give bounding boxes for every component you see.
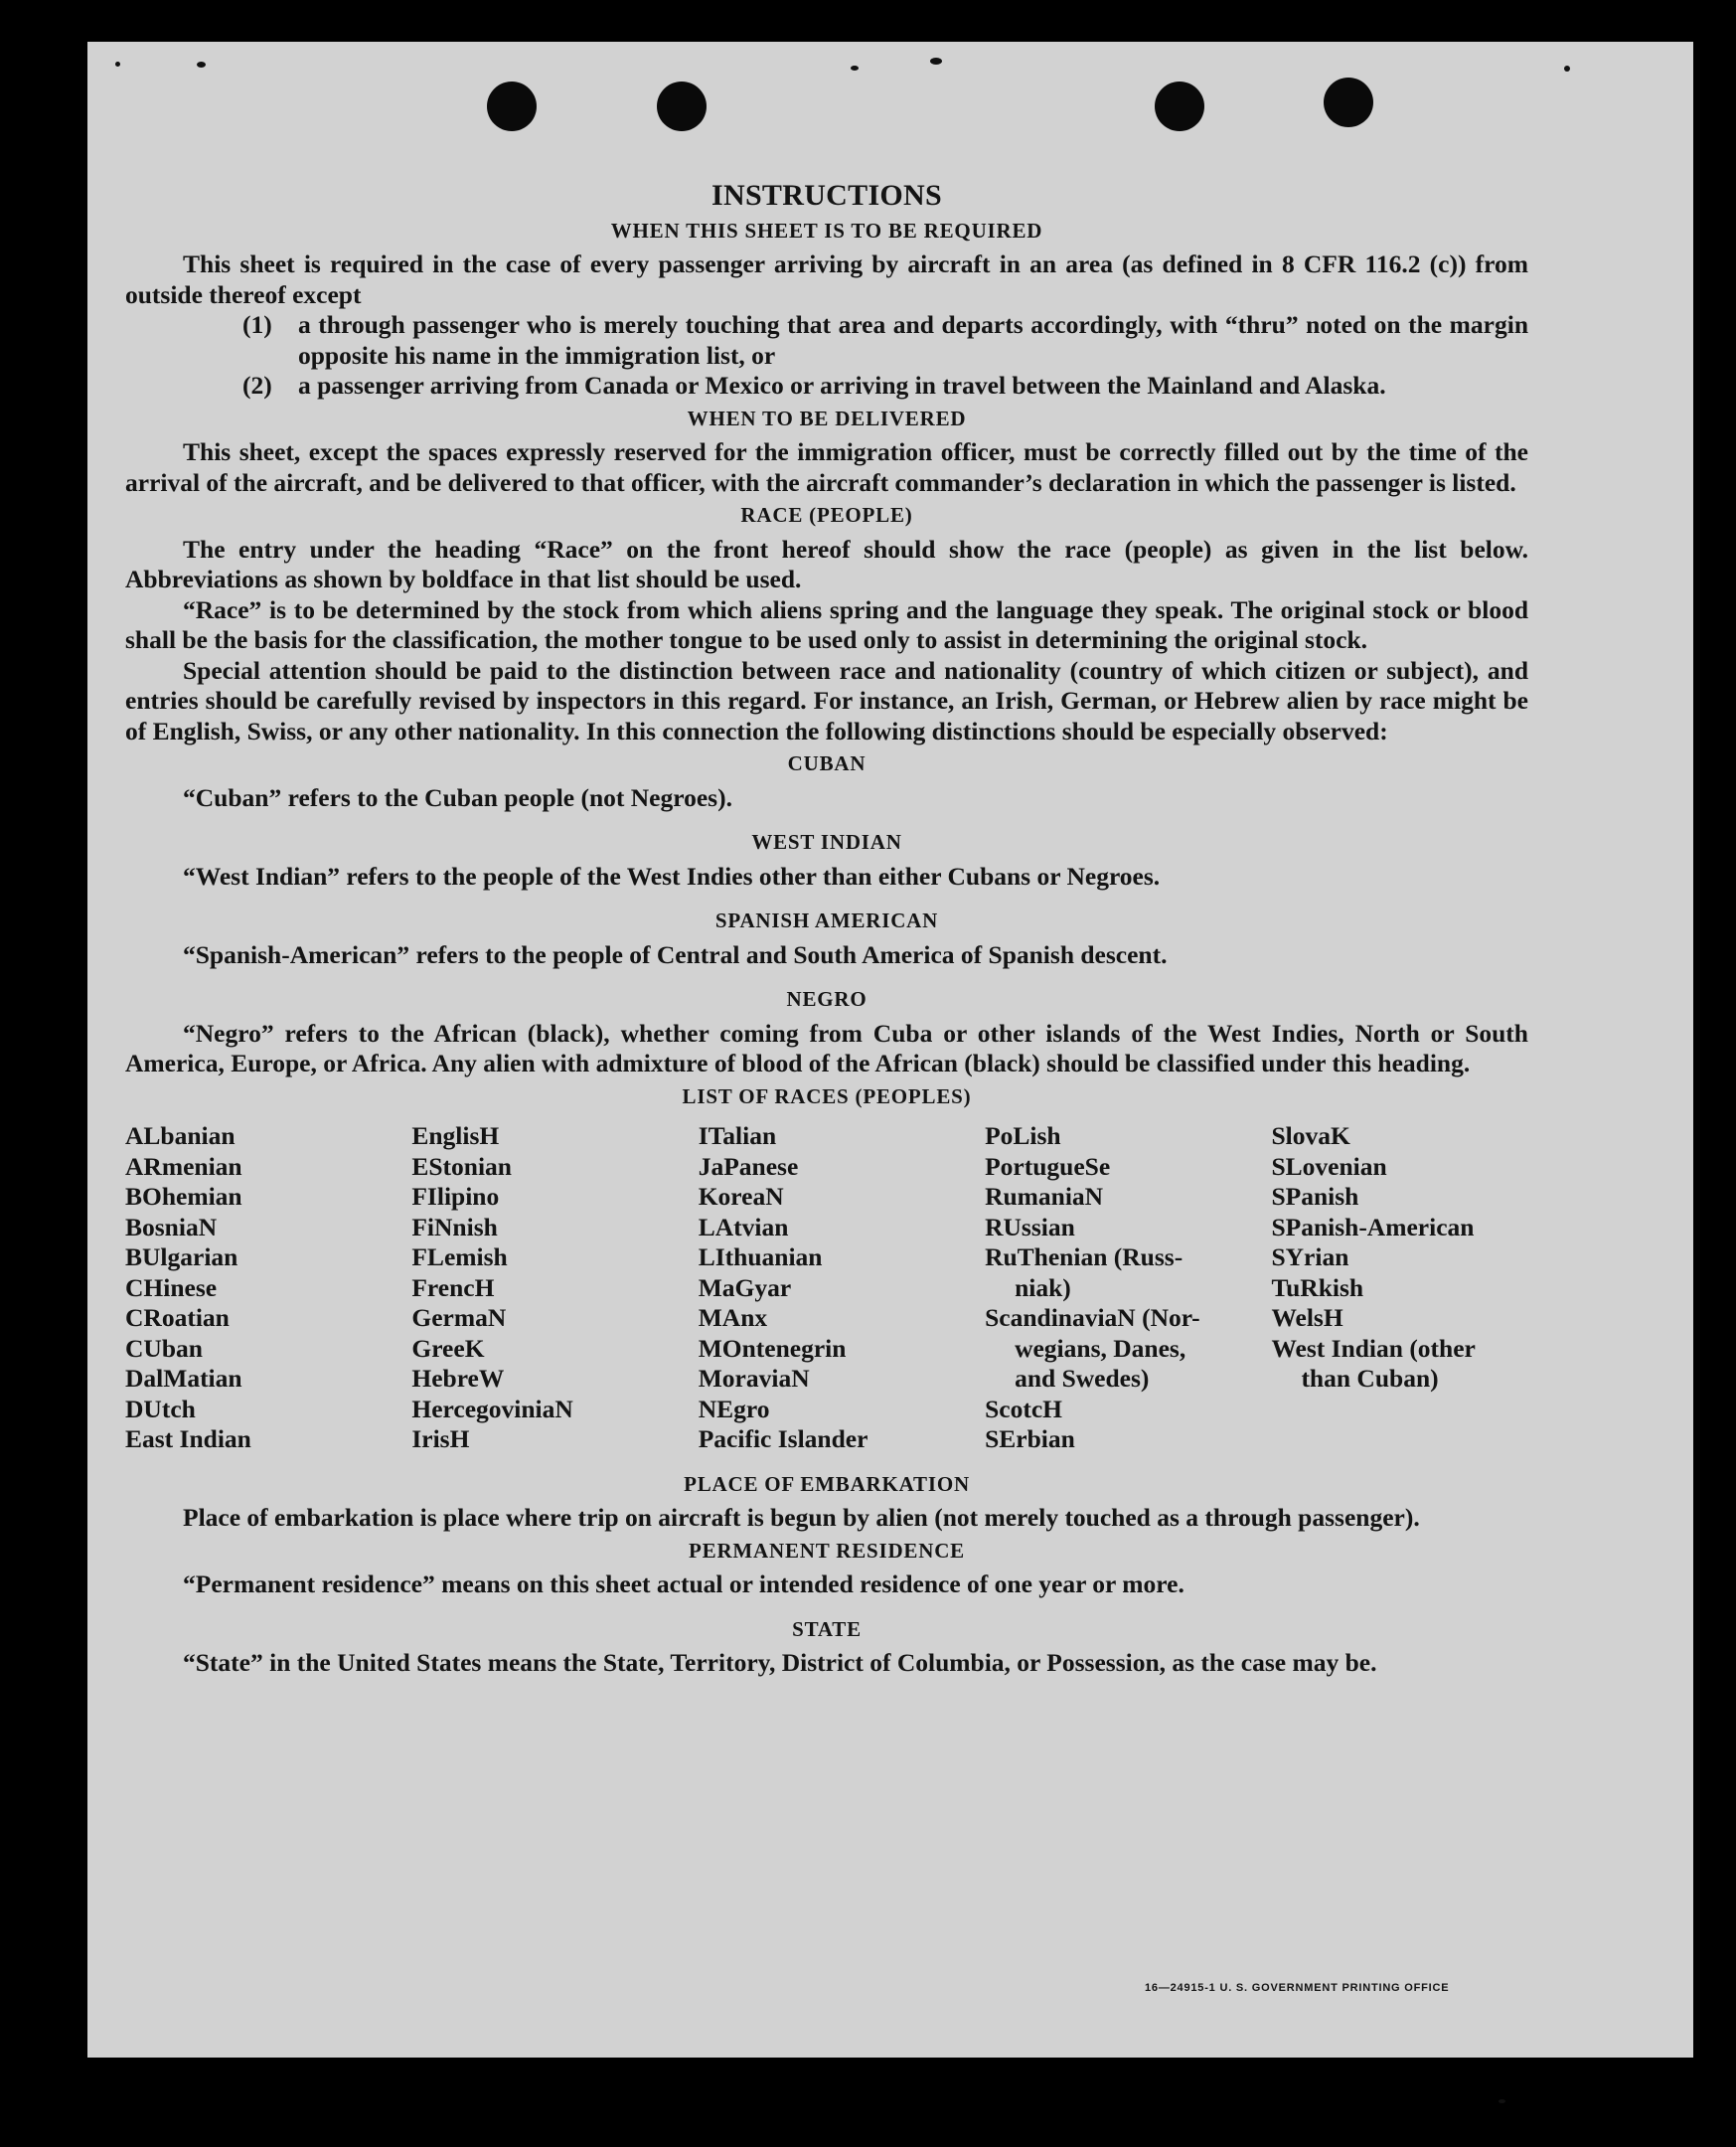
race-entry: MoraviaN <box>698 1364 810 1393</box>
race-entry: FrencH <box>411 1272 495 1302</box>
race-entry: JaPanese <box>698 1151 799 1181</box>
race-entry: IrisH <box>411 1424 470 1453</box>
heading-permanent-residence: PERMANENT RESIDENCE <box>689 1538 965 1563</box>
speck <box>115 62 120 67</box>
printer-imprint: 16—24915-1 U. S. GOVERNMENT PRINTING OFFICE <box>1145 1982 1450 1994</box>
punch-hole-2 <box>657 82 707 131</box>
west-indian-text: “West Indian” refers to the people of the West Indies other than either Cubans or Negroes. <box>183 861 1161 891</box>
race-entry: FiNnish <box>411 1212 498 1241</box>
race-entry: ALbanian <box>125 1121 236 1150</box>
race-entry: GermaN <box>411 1303 507 1332</box>
race-entry: GreeK <box>411 1333 485 1363</box>
heading-west-indian: WEST INDIAN <box>751 830 902 854</box>
race-entry: MAnx <box>698 1303 768 1332</box>
race-entry: RuThenian (Russ- <box>985 1242 1184 1271</box>
item-text: a passenger arriving from Canada or Mexico or arriving in travel between the Mainland and Alaska. <box>298 371 1386 400</box>
race-entry: FLemish <box>411 1242 508 1271</box>
form-sheet <box>87 42 1693 2058</box>
race-column-1 <box>125 1121 411 1455</box>
race-entry: CRoatian <box>125 1303 230 1332</box>
punch-hole-4 <box>1324 78 1373 127</box>
race-entry: EnglisH <box>411 1121 500 1150</box>
spanish-american-text: “Spanish-American” refers to the people of Central and South America of Spanish descent. <box>183 939 1168 969</box>
punch-hole-1 <box>487 82 537 131</box>
race-entry: ScotcH <box>985 1394 1062 1423</box>
race-entry-continued: than Cuban) <box>1301 1364 1439 1393</box>
speck <box>930 58 942 65</box>
page-title: INSTRUCTIONS <box>711 179 942 212</box>
heading-state: STATE <box>792 1616 862 1641</box>
race-entry: ScandinaviaN (Nor- <box>985 1303 1200 1332</box>
race-entry: TuRkish <box>1271 1272 1364 1302</box>
race-entry: HercegoviniaN <box>411 1394 573 1423</box>
race-entry: SLovenian <box>1271 1151 1387 1181</box>
residence-text: “Permanent residence” means on this sheet actual or intended residence of one year or more. <box>183 1569 1184 1598</box>
race-entry: CUban <box>125 1333 203 1363</box>
race-entry: BosniaN <box>125 1212 218 1241</box>
race-entry: SErbian <box>985 1424 1075 1453</box>
heading-place-of-embarkation: PLACE OF EMBARKATION <box>684 1471 970 1496</box>
heading-negro: NEGRO <box>786 987 868 1011</box>
race-entry: RumaniaN <box>985 1182 1104 1211</box>
required-item-1 <box>242 310 1528 371</box>
embarkation-text: Place of embarkation is place where trip on aircraft is begun by alien (not merely touched as a through passenger). <box>183 1503 1420 1532</box>
race-entry: ITalian <box>698 1121 777 1150</box>
item-number: (2) <box>242 371 272 400</box>
item-text: a through passenger who is merely touching that area and departs accordingly, with “thru” noted on the margin opposite his name in the immigration list, or <box>298 310 1528 370</box>
heading-list-of-races: LIST OF RACES (PEOPLES) <box>682 1083 972 1108</box>
instructions-body <box>125 181 1528 1679</box>
race-entry: Pacific Islander <box>698 1424 868 1453</box>
race-entry: EStonian <box>411 1151 512 1181</box>
cuban-text: “Cuban” refers to the Cuban people (not Negroes). <box>183 782 732 812</box>
speck <box>1499 2099 1505 2103</box>
race-list <box>125 1121 1528 1455</box>
punch-hole-3 <box>1155 82 1204 131</box>
speck <box>1564 66 1570 72</box>
heading-race: RACE (PEOPLE) <box>740 503 913 527</box>
race-entry: LIthuanian <box>698 1242 823 1271</box>
race-entry: West Indian (other <box>1271 1333 1476 1363</box>
race-entry: PoLish <box>985 1121 1061 1150</box>
race-entry: LAtvian <box>698 1212 789 1241</box>
heading-cuban: CUBAN <box>787 751 867 775</box>
race-entry: PortugueSe <box>985 1151 1111 1181</box>
race-column-5 <box>1271 1121 1528 1455</box>
race-entry: BOhemian <box>125 1182 242 1211</box>
race-entry: SlovaK <box>1271 1121 1350 1150</box>
heading-when-delivered: WHEN TO BE DELIVERED <box>687 406 967 430</box>
heading-when-required: WHEN THIS SHEET IS TO BE REQUIRED <box>610 218 1043 243</box>
heading-spanish-american: SPANISH AMERICAN <box>714 908 939 932</box>
race-column-2 <box>411 1121 698 1455</box>
race-entry-continued: wegians, Danes, <box>1015 1333 1186 1363</box>
race-entry: SPanish-American <box>1271 1212 1475 1241</box>
delivered-text: This sheet, except the spaces expressly reserved for the immigration officer, must be correctly filled out by the time of the arrival of the aircraft, and be delivered to that officer, with the aircraft commander’s declaration in which the passenger is listed. <box>125 437 1528 497</box>
race-entry-continued: niak) <box>1015 1272 1071 1302</box>
race-entry: MOntenegrin <box>698 1333 847 1363</box>
race-entry: SPanish <box>1271 1182 1359 1211</box>
item-number: (1) <box>242 310 272 339</box>
race-paragraph-3: Special attention should be paid to the distinction between race and nationality (country of which citizen or subject), and entries should be carefully revised by inspectors in this regard. For instance, an Irish, German, or Hebrew alien by race might be of English, Swiss, or any other nationality. In this connection the following distinctions should be especially observed: <box>125 655 1528 745</box>
state-text: “State” in the United States means the State, Territory, District of Columbia, or Possession, as the case may be. <box>183 1648 1377 1677</box>
race-column-4 <box>985 1121 1271 1455</box>
race-entry: CHinese <box>125 1272 218 1302</box>
race-entry: MaGyar <box>698 1272 792 1302</box>
race-entry: KoreaN <box>698 1182 784 1211</box>
race-entry: DalMatian <box>125 1364 242 1393</box>
race-entry: SYrian <box>1271 1242 1349 1271</box>
race-entry: ARmenian <box>125 1151 242 1181</box>
race-entry: RUssian <box>985 1212 1075 1241</box>
race-entry: FIlipino <box>411 1182 500 1211</box>
race-paragraph-1: The entry under the heading “Race” on the front hereof should show the race (people) as given in the list below. Abbreviations as shown by boldface in that list should be used. <box>125 534 1528 593</box>
required-item-2 <box>242 371 1528 402</box>
race-entry: East Indian <box>125 1424 251 1453</box>
race-entry-continued: and Swedes) <box>1015 1364 1150 1393</box>
negro-text: “Negro” refers to the African (black), whether coming from Cuba or other islands of the West Indies, North or South America, Europe, or Africa. Any alien with admixture of blood of the African (black) should be classified under this heading. <box>125 1018 1528 1077</box>
race-entry: WelsH <box>1271 1303 1343 1332</box>
speck <box>197 62 206 68</box>
race-entry: DUtch <box>125 1394 196 1423</box>
race-entry: NEgro <box>698 1394 770 1423</box>
speck <box>851 66 859 71</box>
required-intro: This sheet is required in the case of every passenger arriving by aircraft in an area (as defined in 8 CFR 116.2 (c)) from outside thereof except <box>125 249 1528 309</box>
race-entry: HebreW <box>411 1364 505 1393</box>
race-column-3 <box>699 1121 985 1455</box>
race-entry: BUlgarian <box>125 1242 238 1271</box>
race-paragraph-2: “Race” is to be determined by the stock from which aliens spring and the language they speak. The original stock or blood shall be the basis for the classification, the mother tongue to be used only to assist in determining the original stock. <box>125 594 1528 654</box>
